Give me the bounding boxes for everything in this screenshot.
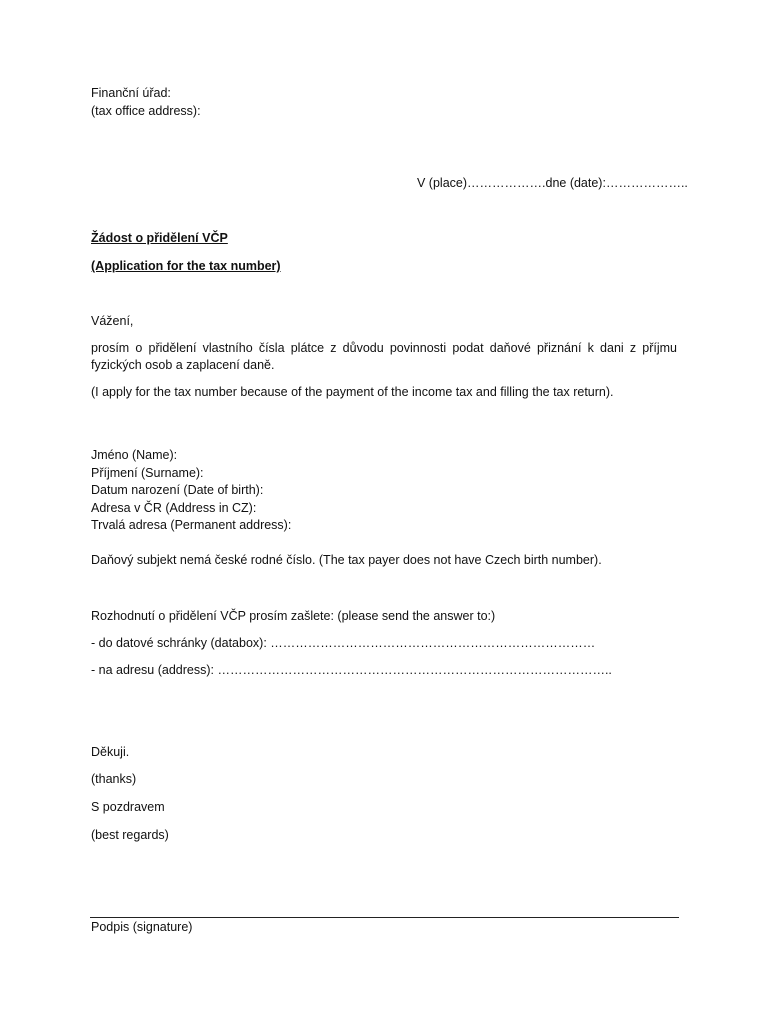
document-title-cz: Žádost o přidělení VČP — [91, 231, 228, 245]
closing-regards-en: (best regards) — [91, 828, 169, 842]
closing-thanks-en: (thanks) — [91, 772, 137, 786]
birth-number-note: Daňový subjekt nemá české rodné číslo. (The tax payer does not have Czech birth number). — [91, 553, 602, 567]
field-address-cz: Adresa v ČR (Address in CZ): — [91, 501, 257, 515]
field-permanent-address: Trvalá adresa (Permanent address): — [91, 518, 292, 532]
delivery-address: - na adresu (address): ………………………………………………………………………………….. — [91, 663, 612, 677]
tax-office-label: Finanční úřad: — [91, 86, 171, 100]
tax-office-address-label: (tax office address): — [91, 104, 201, 118]
field-date-of-birth: Datum narození (Date of birth): — [91, 483, 264, 497]
signature-line — [90, 917, 679, 918]
place-date-line: V (place)……………….dne (date):……………….. — [417, 176, 688, 190]
field-surname: Příjmení (Surname): — [91, 466, 204, 480]
field-name: Jméno (Name): — [91, 448, 178, 462]
closing-thanks-cz: Děkuji. — [91, 745, 130, 759]
greeting: Vážení, — [91, 314, 134, 328]
closing-regards-cz: S pozdravem — [91, 800, 165, 814]
delivery-heading: Rozhodnutí o přidělení VČP prosím zašlete: (please send the answer to:) — [91, 609, 496, 623]
delivery-databox: - do datové schránky (databox): …………………………………………………………………… — [91, 636, 596, 650]
request-paragraph-en: (I apply for the tax number because of the payment of the income tax and filling the tax return). — [91, 385, 614, 399]
request-paragraph-cz: prosím o přidělení vlastního čísla plátce z důvodu povinnosti podat daňové přiznání k dani z příjmu fyzických osob a zaplacení daně. — [91, 341, 677, 372]
document-title-en: (Application for the tax number) — [91, 259, 281, 273]
signature-label: Podpis (signature) — [91, 920, 193, 934]
